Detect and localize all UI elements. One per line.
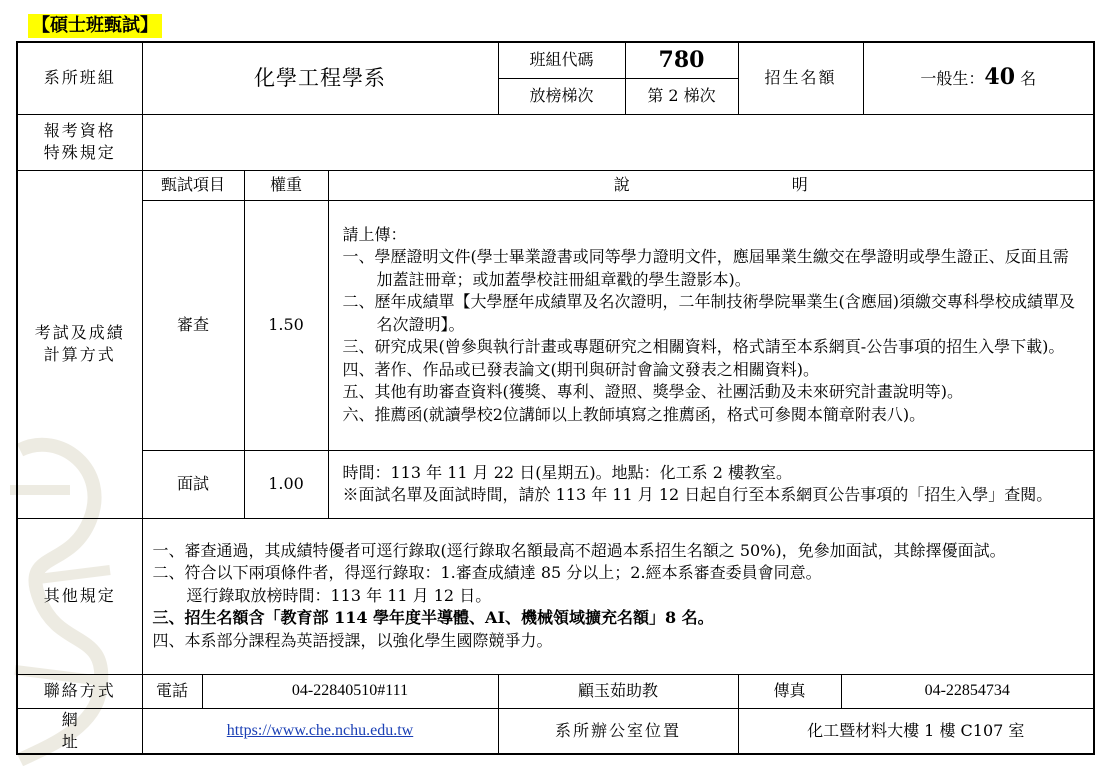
website-cell xyxy=(142,708,498,754)
quota-label: 招生名額 xyxy=(738,42,863,114)
exam-label-line2: 計算方式 xyxy=(43,345,116,364)
special-label-line2: 特殊規定 xyxy=(43,143,116,162)
office-label: 系所辦公室位置 xyxy=(498,708,738,754)
special-content xyxy=(142,114,1094,170)
web-label: 網 址 xyxy=(17,708,142,754)
special-label-line1: 報考資格 xyxy=(43,121,116,140)
quota-prefix: 一般生： xyxy=(920,69,985,89)
contact-label: 聯絡方式 xyxy=(17,674,142,708)
dept-label: 系所班組 xyxy=(17,42,142,114)
website-link[interactable]: https://www.che.nchu.edu.tw xyxy=(226,721,414,739)
phone-number: 04-22840510#111 xyxy=(202,674,498,708)
round-value: 第 2 梯次 xyxy=(625,78,738,114)
quota-value: 40 xyxy=(984,64,1016,91)
dept-name: 化學工程學系 xyxy=(142,42,498,114)
review-line: 二、歷年成績單【大學歷年成績單及名次證明，二年制技術學院畢業生(含應屆)須繳交專科學校成績單及名次證明】。 xyxy=(342,292,1075,334)
office-location: 化工暨材料大樓 1 樓 C107 室 xyxy=(738,708,1094,754)
col-description-char1: 說 xyxy=(613,175,682,194)
round-label: 放榜梯次 xyxy=(498,78,625,114)
exam-label-line1: 考試及成績 xyxy=(34,323,125,342)
col-exam-item: 甄試項目 xyxy=(142,170,244,200)
review-line: 五、其他有助審查資料(獲獎、專利、證照、獎學金、社團活動及未來研究計畫說明等)。 xyxy=(342,382,963,402)
interview-description xyxy=(328,450,1094,518)
admission-info-table xyxy=(16,41,1095,755)
col-weight: 權重 xyxy=(244,170,328,200)
review-item: 審查 xyxy=(142,200,244,450)
col-description-char2: 明 xyxy=(791,175,808,194)
special-label xyxy=(17,114,142,170)
other-line: 逕行錄取放榜時間：113 年 11 月 12 日。 xyxy=(186,585,492,605)
fax-number: 04-22854734 xyxy=(841,674,1094,708)
other-content xyxy=(142,518,1094,674)
phone-label: 電話 xyxy=(142,674,202,708)
interview-line: ※面試名單及面試時間，請於 113 年 11 月 12 日起自行至本系網頁公告事項的「招生入學」查閱。 xyxy=(342,485,1053,504)
other-line: 二、符合以下兩項條件者，得逕行錄取：1.審查成績達 85 分以上；2.經本系審查委員會同意。 xyxy=(152,563,822,583)
other-label: 其他規定 xyxy=(17,518,142,674)
review-line: 三、研究成果(曾參與執行計畫或專題研究之相關資料，格式請至本系網頁-公告事項的招生入學下載)。 xyxy=(342,337,1065,357)
review-line: 請上傳： xyxy=(342,224,407,244)
interview-item: 面試 xyxy=(142,450,244,518)
admission-category-tag: 【碩士班甄試】 xyxy=(28,14,162,38)
col-description xyxy=(328,170,1094,200)
review-weight: 1.50 xyxy=(244,200,328,450)
code-value: 780 xyxy=(625,42,738,78)
quota-suffix: 名 xyxy=(1020,69,1037,89)
other-line: 四、本系部分課程為英語授課，以強化學生國際競爭力。 xyxy=(152,630,553,650)
review-line: 四、著作、作品或已發表論文(期刊與研討會論文發表之相關資料)。 xyxy=(342,359,819,379)
other-line-emphasis: 三、招生名額含「教育部 114 學年度半導體、AI、機械領域擴充名額」8 名。 xyxy=(152,608,714,628)
contact-person: 顧玉茹助教 xyxy=(498,674,738,708)
code-label: 班組代碼 xyxy=(498,42,625,78)
other-line: 一、審查通過，其成績特優者可逕行錄取(逕行錄取名額最高不超過本系招生名額之 50%)，免參加面試，其餘擇優面試。 xyxy=(152,540,1006,560)
review-line: 六、推薦函(就讀學校2位講師以上教師填寫之推薦函，格式可參閱本簡章附表八)。 xyxy=(342,404,926,424)
quota-cell xyxy=(863,42,1094,114)
review-line: 一、學歷證明文件(學士畢業證書或同等學力證明文件，應屆畢業生繳交在學證明或學生證正、反面且需加蓋註冊章；或加蓋學校註冊組章戳的學生證影本)。 xyxy=(342,247,1069,289)
fax-label: 傳真 xyxy=(738,674,841,708)
review-description xyxy=(328,200,1094,450)
exam-label xyxy=(17,170,142,518)
interview-weight: 1.00 xyxy=(244,450,328,518)
interview-line: 時間：113 年 11 月 22 日(星期五)。地點：化工系 2 樓教室。 xyxy=(342,462,793,482)
